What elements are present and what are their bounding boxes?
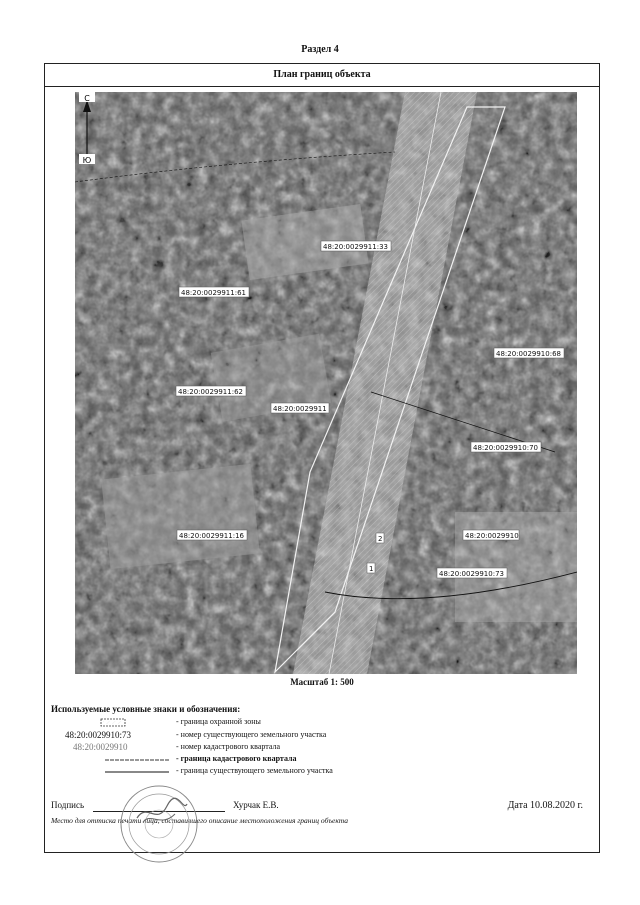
legend-text-protection-zone: - граница охранной зоны: [176, 717, 261, 726]
map-label-6: [471, 442, 541, 452]
legend-symbol-quarter-boundary: [51, 754, 171, 766]
compass-south: Ю: [82, 156, 92, 165]
svg-text:48:20:0029910:73: 48:20:0029910:73: [439, 570, 504, 578]
svg-text:48:20:0029910:70: 48:20:0029910:70: [473, 444, 538, 452]
document-date: Дата 10.08.2020 г.: [507, 800, 583, 811]
legend-title: Используемые условные знаки и обозначения:: [51, 704, 241, 714]
legend-text-quarter-number: - номер кадастрового квартала: [176, 742, 281, 751]
legend-symbol-parcel-number: 48:20:0029910:73: [65, 730, 132, 740]
legend-symbol-parcel-boundary: [51, 766, 171, 778]
legend-text-quarter-boundary: - граница кадастрового квартала: [176, 754, 297, 763]
svg-text:48:20:0029911: 48:20:0029911: [273, 405, 327, 413]
svg-text:48:20:0029911:33: 48:20:0029911:33: [323, 243, 388, 251]
svg-text:48:20:0029910:68: 48:20:0029910:68: [496, 350, 561, 358]
map-label-4: [176, 386, 246, 396]
point-label-2: [376, 533, 384, 543]
svg-text:48:20:0029911:16: 48:20:0029911:16: [179, 532, 244, 540]
map-label-3: [494, 348, 564, 358]
signer-name: Хурчак Е.В.: [233, 800, 279, 810]
header-title: План границ объекта: [45, 64, 599, 87]
legend-text-parcel-number: - номер существующего земельного участка: [176, 730, 327, 739]
signature-label: Подпись: [51, 800, 85, 810]
svg-text:48:20:0029911:62: 48:20:0029911:62: [178, 388, 243, 396]
document-frame: [44, 63, 600, 853]
roof-block: [455, 512, 577, 622]
map-label-7: [463, 530, 519, 540]
aerial-map: [75, 92, 577, 674]
roof-block: [101, 464, 260, 569]
section-title: Раздел 4: [301, 44, 339, 55]
map-label-1: [321, 241, 391, 251]
svg-text:1: 1: [369, 565, 374, 573]
map-label-5: [271, 403, 329, 413]
svg-text:48:20:0029911:61: 48:20:0029911:61: [181, 289, 246, 297]
legend-text-parcel-boundary: - граница существующего земельного участка: [176, 766, 333, 775]
compass-north: С: [84, 94, 90, 103]
svg-text:2: 2: [378, 535, 383, 543]
stamp-place-note: Место для оттиска печати лица, составившего описание местоположения границ объекта: [51, 816, 349, 825]
stamp-seal: [117, 782, 201, 866]
map-label-9: [437, 568, 507, 578]
map-label-8: [177, 530, 247, 540]
svg-text:48:20:0029910: 48:20:0029910: [465, 532, 519, 540]
map-label-2: [179, 287, 249, 297]
point-label-1: [367, 563, 375, 573]
legend-symbol-quarter-number: 48:20:0029910: [73, 742, 128, 752]
legend-symbol-protection-zone: [51, 717, 171, 729]
scale-text: Масштаб 1: 500: [290, 677, 354, 687]
